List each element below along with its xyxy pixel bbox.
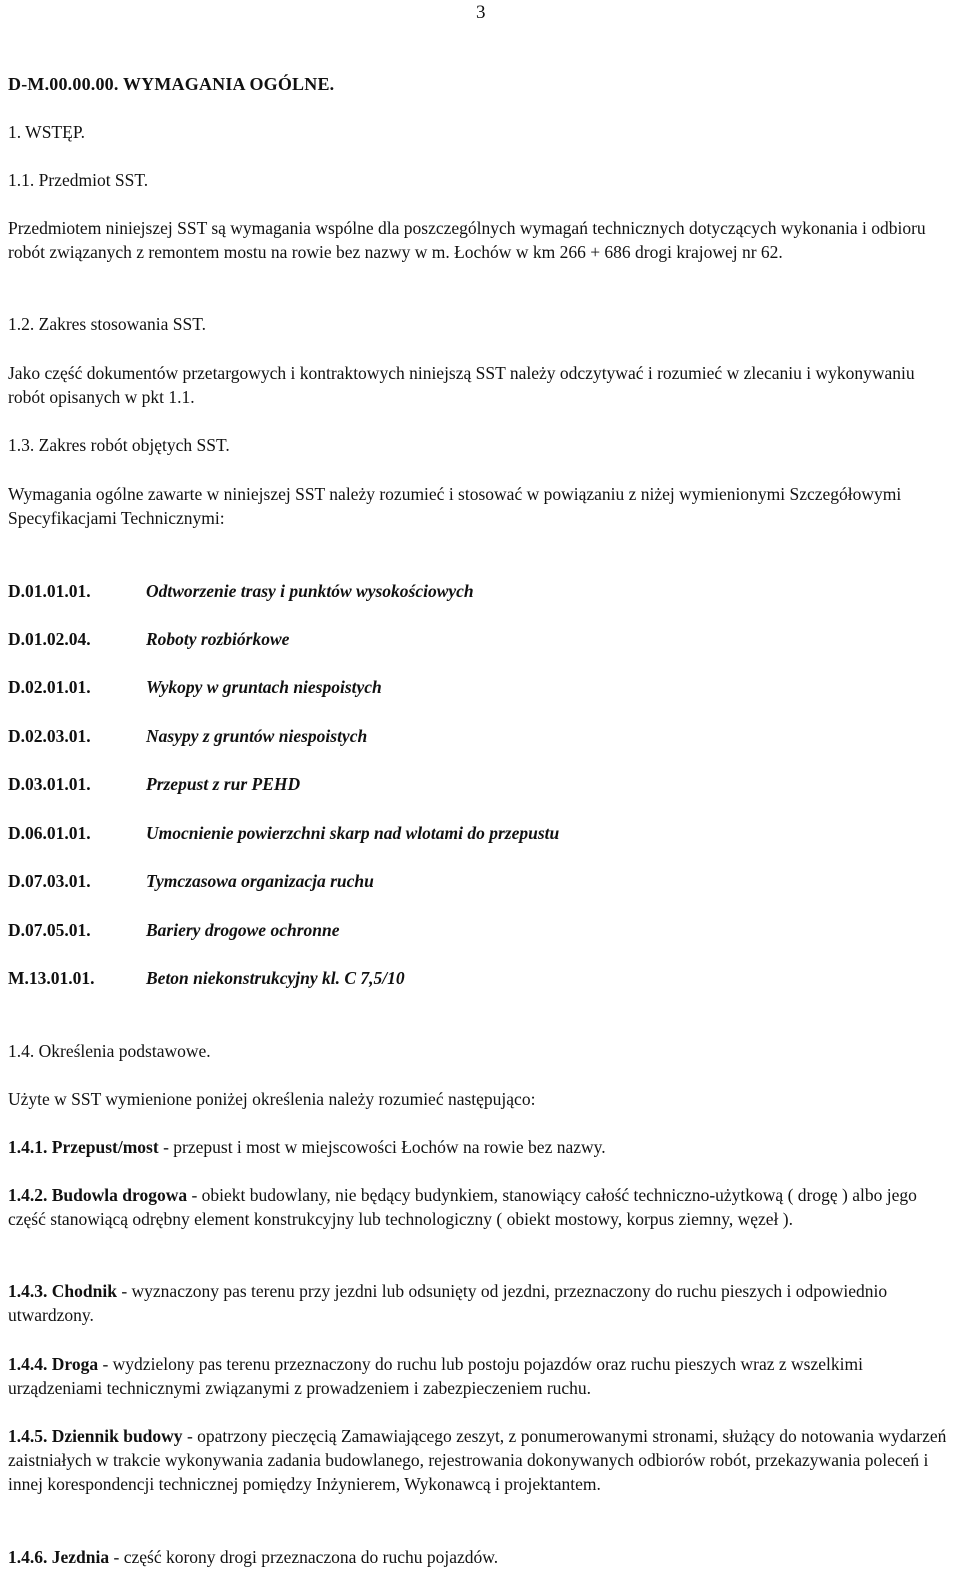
section-heading-1-4: 1.4. Określenia podstawowe. (8, 1041, 211, 1061)
definition-item (8, 1135, 953, 1159)
spec-code: D.01.02.04. (8, 629, 91, 649)
paragraph-1-4: Użyte w SST wymienione poniżej określenia należy rozumieć następująco: (8, 1089, 536, 1109)
definition-item (8, 1545, 953, 1569)
definition-number: 1.4.2. (8, 1185, 48, 1205)
definition-term: Dziennik budowy (51, 1426, 183, 1446)
definition-text: - wyznaczony pas terenu przy jezdni lub odsunięty od jezdni, przeznaczony do ruchu pieszych i odpowiednio utwardzony. (8, 1281, 888, 1325)
page-number: 3 (476, 2, 486, 23)
definition-number: 1.4.1. (8, 1137, 48, 1157)
definition-item (8, 1183, 953, 1231)
definition-term: Jezdnia (51, 1547, 110, 1567)
definition-text: - wydzielony pas terenu przeznaczony do ruchu lub postoju pojazdów oraz ruchu pieszych wraz z wszelkimi urządzeniami technicznymi związanymi z prowadzeniem i zabezpieczeniem ruchu. (8, 1354, 863, 1398)
spec-title: Nasypy z gruntów niespoistych (146, 726, 368, 746)
spec-title: Umocnienie powierzchni skarp nad wlotami do przepustu (146, 823, 560, 843)
spec-code: M.13.01.01. (8, 968, 95, 988)
spec-title: Przepust z rur PEHD (146, 774, 301, 794)
definition-item (8, 1424, 953, 1496)
definition-number: 1.4.4. (8, 1354, 48, 1374)
spec-code: D.03.01.01. (8, 774, 91, 794)
definition-text: - obiekt budowlany, nie będący budynkiem, stanowiący całość techniczno-użytkową ( drogę ) albo jego część stanowiącą odrębny element konstrukcyjny lub technologiczny ( obiekt mostowy, korpus ziemny, węzeł ). (8, 1185, 917, 1229)
definition-term: Droga (51, 1354, 99, 1374)
spec-code: D.07.05.01. (8, 920, 91, 940)
spec-code: D.02.01.01. (8, 677, 91, 697)
spec-title: Wykopy w gruntach niespoistych (146, 677, 382, 697)
spec-title: Bariery drogowe ochronne (146, 920, 340, 940)
definition-text: - opatrzony pieczęcią Zamawiającego zeszyt, z ponumerowanymi stronami, służący do notowania wydarzeń zaistniałych w trakcie wykonywania zadania budowlanego, rejestrowania dokonywanych odbiorów robót, przekazywania poleceń i innej korespondencji technicznej pomiędzy Inżynierem, Wykonawcą i projektantem. (8, 1426, 947, 1494)
paragraph-1-2: Jako część dokumentów przetargowych i kontraktowych niniejszą SST należy odczytywać i rozumieć w zlecaniu i wykonywaniu robót opisanych w pkt 1.1. (8, 363, 915, 407)
spec-code: D.02.03.01. (8, 726, 91, 746)
definition-text: - przepust i most w miejscowości Łochów na rowie bez nazwy. (158, 1137, 606, 1157)
definition-term: Przepust/most (51, 1137, 159, 1157)
definition-item (8, 1352, 953, 1400)
definition-text: - część korony drogi przeznaczona do ruchu pojazdów. (109, 1547, 499, 1567)
definition-number: 1.4.3. (8, 1281, 48, 1301)
spec-title: Tymczasowa organizacja ruchu (146, 871, 374, 891)
definition-term: Budowla drogowa (51, 1185, 188, 1205)
definition-item (8, 1279, 953, 1327)
section-heading-1-2: 1.2. Zakres stosowania SST. (8, 314, 206, 334)
spec-title: Roboty rozbiórkowe (146, 629, 290, 649)
paragraph-1-1: Przedmiotem niniejszej SST są wymagania wspólne dla poszczególnych wymagań technicznych dotyczących wykonania i odbioru robót związanych z remontem mostu na rowie bez nazwy w m. Łochów w km 266 + 686 drogi krajowej nr 62. (8, 218, 926, 262)
section-heading-1-3: 1.3. Zakres robót objętych SST. (8, 435, 230, 455)
spec-title: Beton niekonstrukcyjny kl. C 7,5/10 (146, 968, 405, 988)
spec-code: D.07.03.01. (8, 871, 91, 891)
document-heading: D-M.00.00.00. WYMAGANIA OGÓLNE. (8, 74, 335, 94)
spec-code: D.06.01.01. (8, 823, 91, 843)
definition-term: Chodnik (51, 1281, 117, 1301)
definition-number: 1.4.6. (8, 1547, 48, 1567)
spec-title: Odtworzenie trasy i punktów wysokościowych (146, 581, 474, 601)
section-heading-1-1: 1.1. Przedmiot SST. (8, 170, 149, 190)
section-heading-1: 1. WSTĘP. (8, 122, 85, 142)
spec-code: D.01.01.01. (8, 581, 91, 601)
paragraph-1-3: Wymagania ogólne zawarte w niniejszej SST należy rozumieć i stosować w powiązaniu z niżej wymienionymi Szczegółowymi Specyfikacjami Technicznymi: (8, 484, 902, 528)
definition-number: 1.4.5. (8, 1426, 48, 1446)
